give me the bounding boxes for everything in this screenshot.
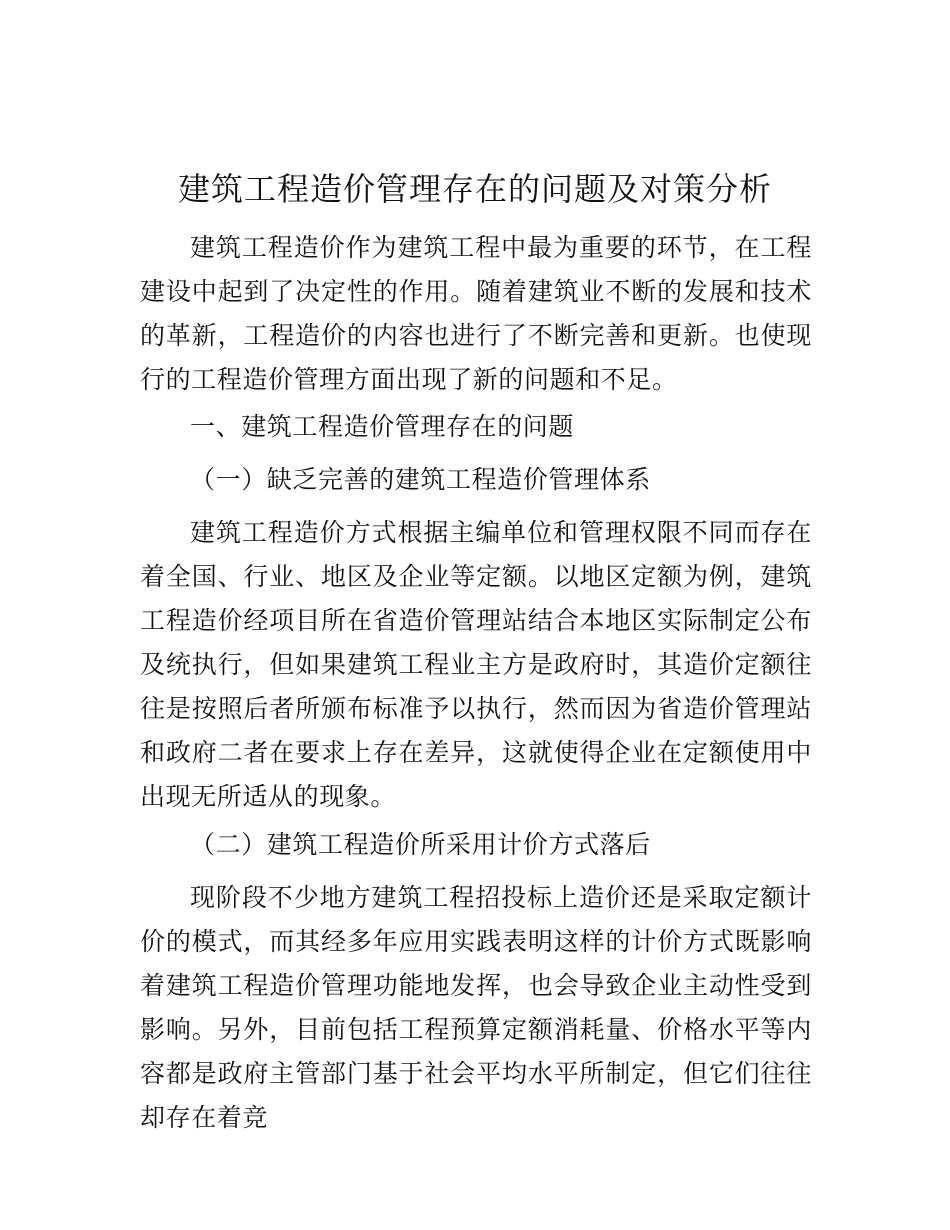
body-paragraph-1: 建筑工程造价方式根据主编单位和管理权限不同而存在着全国、行业、地区及企业等定额。以地区定额为例，建筑工程造价经项目所在省造价管理站结合本地区实际制定公布及统执行，但如果建筑工程业主方是政府时，其造价定额往往是按照后者所颁布标准予以执行，然而因为省造价管理站和政府二者在要求上存在差异，这就使得企业在定额使用中出现无所适从的现象。: [140, 518, 812, 811]
subsection-heading-2: （二）建筑工程造价所采用计价方式落后: [190, 830, 651, 859]
body-paragraph-2: 现阶段不少地方建筑工程招投标上造价还是采取定额计价的模式，而其经多年应用实践表明这样的计价方式既影响着建筑工程造价管理功能地发挥，也会导致企业主动性受到影响。另外，目前包括工程预算定额消耗量、价格水平等内容都是政府主管部门基于社会平均水平所制定，但它们往往却存在着竞: [140, 883, 812, 1132]
intro-paragraph: 建筑工程造价作为建筑工程中最为重要的环节，在工程建设中起到了决定性的作用。随着建筑业不断的发展和技术的革新，工程造价的内容也进行了不断完善和更新。也使现行的工程造价管理方面出现了新的问题和不足。: [140, 233, 812, 394]
section-heading-1: 一、建筑工程造价管理存在的问题: [190, 412, 575, 441]
document-title: 建筑工程造价管理存在的问题及对策分析: [177, 170, 772, 208]
subsection-heading-1: （一）缺乏完善的建筑工程造价管理体系: [190, 465, 651, 494]
